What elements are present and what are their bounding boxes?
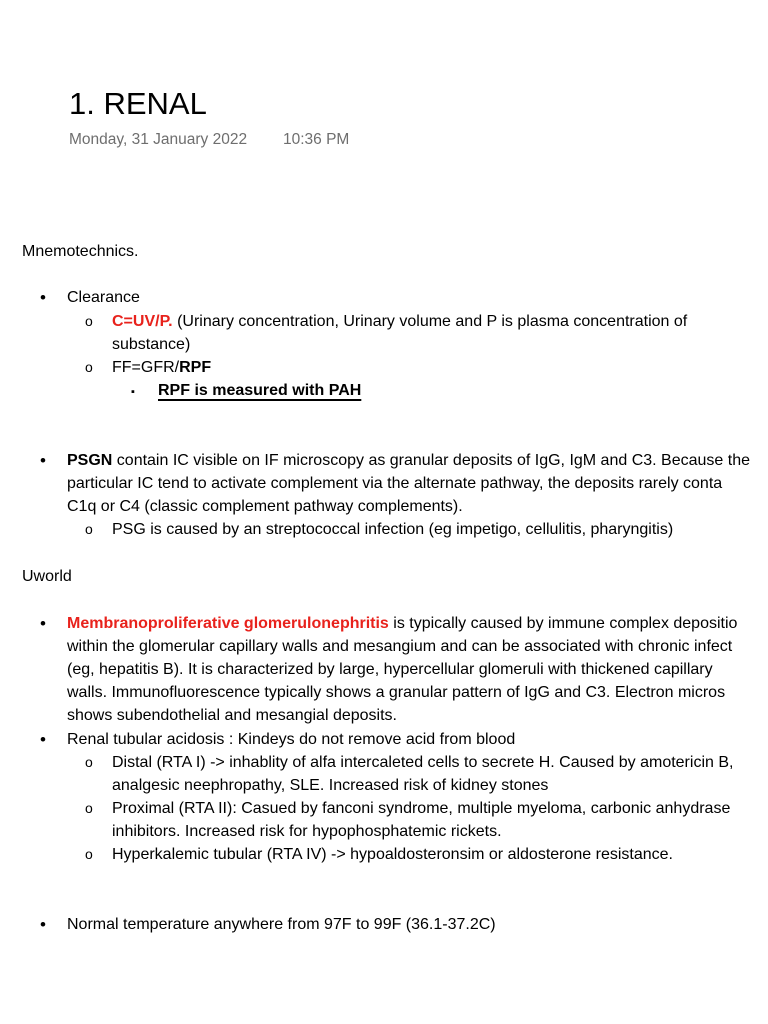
- clearance-label: Clearance: [67, 289, 140, 306]
- page-title[interactable]: 1. RENAL: [69, 86, 207, 121]
- sub-bullet-icon: [85, 518, 93, 541]
- bullet-icon: [40, 728, 46, 751]
- rta-label: Renal tubular acidosis : Kindeys do not remove acid from blood: [67, 731, 516, 748]
- square-bullet-icon: [131, 379, 135, 402]
- ff-rpf: RPF: [179, 359, 212, 376]
- sub-bullet-icon: [85, 843, 93, 866]
- sub-bullet-icon: [85, 751, 93, 774]
- bullet-icon: [40, 449, 46, 472]
- bullet-icon: [40, 913, 46, 936]
- psgn-line-2: particular IC tend to activate complement via the alternate pathway, the deposits rarely conta: [67, 475, 723, 492]
- sub-bullet-icon: [85, 356, 93, 379]
- note-date: Monday, 31 January 2022: [69, 131, 248, 148]
- mpgn-text-1: is typically caused by immune complex depositio: [388, 615, 738, 632]
- bullet-icon: [40, 612, 46, 635]
- psgn-term: PSGN: [67, 452, 113, 469]
- clearance-formula: C=UV/P.: [112, 313, 173, 330]
- clearance-formula-desc-cont: substance): [112, 336, 191, 353]
- rpf-note: RPF is measured with PAH: [158, 382, 362, 399]
- bullet-icon: [40, 286, 46, 309]
- rta-distal-line-2: analgesic neephropathy, SLE. Increased risk of kidney stones: [112, 777, 549, 794]
- mpgn-line-3: (eg, hepatitis B). It is characterized by large, hypercellular glomeruli with thickened capillary: [67, 661, 713, 678]
- ff-prefix: FF=GFR/: [112, 359, 180, 376]
- psgn-line-3: C1q or C4 (classic complement pathway complements).: [67, 498, 463, 515]
- psgn-text-1: contain IC visible on IF microscopy as granular deposits of IgG, IgM and C3. Because the: [112, 452, 750, 469]
- rta-distal-line-1: Distal (RTA I) -> inhablity of alfa intercaleted cells to secrete H. Caused by amotericin B,: [112, 754, 734, 771]
- psgn-line-1: [67, 449, 750, 472]
- clearance-formula-line: [112, 310, 687, 333]
- sub-bullet-icon: [85, 797, 93, 820]
- mpgn-line-5: shows subendothelial and mesangial deposits.: [67, 707, 397, 724]
- mnemotechnics-heading: Mnemotechnics.: [22, 243, 139, 260]
- clearance-formula-desc: (Urinary concentration, Urinary volume and P is plasma concentration of: [172, 313, 688, 330]
- rta-hyperkalemic-line: Hyperkalemic tubular (RTA IV) -> hypoaldosteronsim or aldosterone resistance.: [112, 846, 673, 863]
- mpgn-line-4: walls. Immunofluorescence typically shows a granular pattern of IgG and C3. Electron micros: [67, 684, 726, 701]
- psgn-sub-line: PSG is caused by an streptococcal infection (eg impetigo, cellulitis, pharyngitis): [112, 521, 674, 538]
- rpf-note-line: [158, 379, 361, 402]
- mpgn-term: Membranoproliferative glomerulonephritis: [67, 615, 389, 632]
- rta-proximal-line-2: inhibitors. Increased risk for hypophosphatemic rickets.: [112, 823, 502, 840]
- uworld-heading: Uworld: [22, 568, 72, 585]
- mpgn-line-2: within the glomerular capillary walls and mesangium and can be associated with chronic infect: [67, 638, 733, 655]
- temperature-line: Normal temperature anywhere from 97F to 99F (36.1-37.2C): [67, 916, 496, 933]
- mpgn-line-1: [67, 612, 737, 635]
- ff-formula-line: [112, 356, 211, 379]
- rta-proximal-line-1: Proximal (RTA II): Casued by fanconi syndrome, multiple myeloma, carbonic anhydrase: [112, 800, 731, 817]
- sub-bullet-icon: [85, 310, 93, 333]
- note-time: 10:36 PM: [283, 131, 350, 148]
